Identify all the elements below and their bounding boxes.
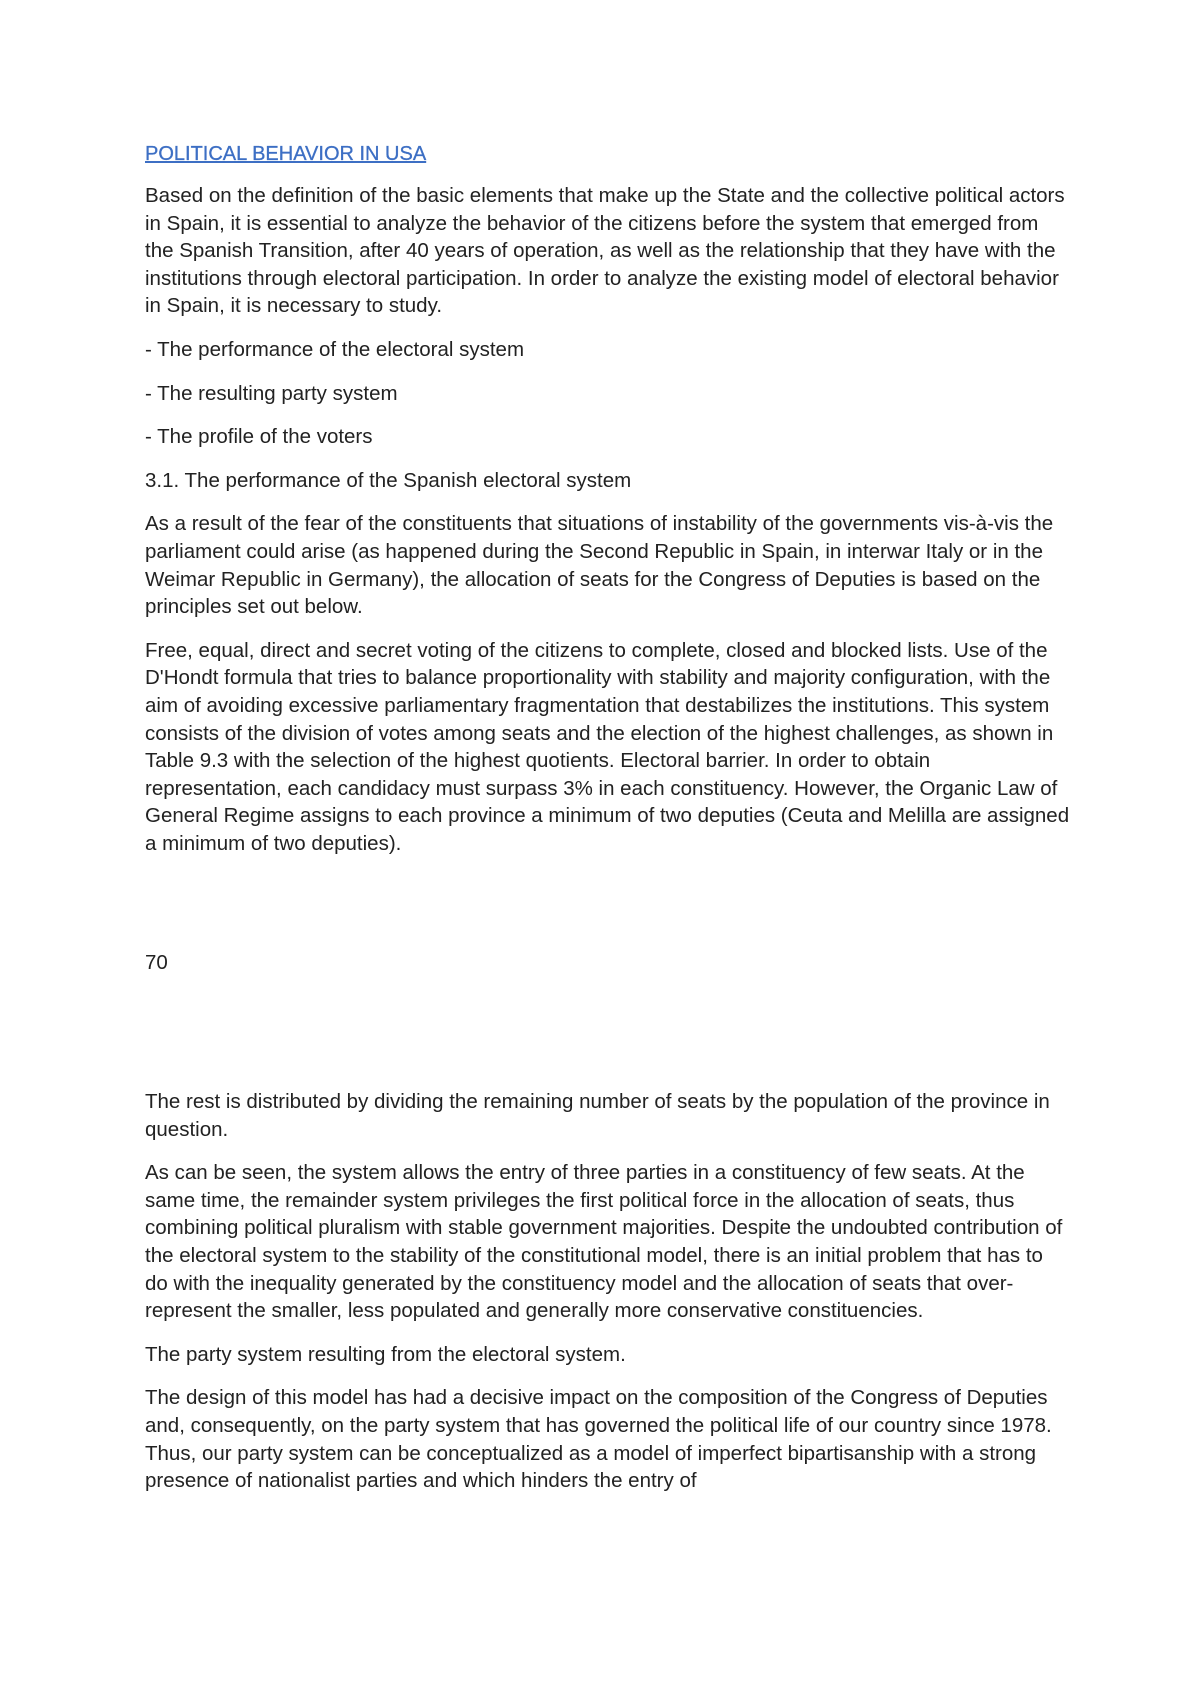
document-page bbox=[145, 142, 1070, 977]
three-parties-paragraph: As can be seen, the system allows the entry of three parties in a constituency of few seats. At the same time, the remainder system privileges the first political force in the allocation of seats, thus combining political pluralism with stable government majorities. Despite the undoubted contribution of the electoral system to the stability of the constitutional model, there is an initial problem that has to do with the inequality generated by the constituency model and the allocation of seats that over-represent the smaller, less populated and generally more conservative constituencies. bbox=[145, 1161, 1063, 1323]
intro-paragraph: Based on the definition of the basic elements that make up the State and the collective political actors in Spain, it is essential to analyze the behavior of the citizens before the system that emerged from the Spanish Transition, after 40 years of operation, as well as the relationship that they have with the institutions through electoral participation. In order to analyze the existing model of electoral behavior in Spain, it is necessary to study. bbox=[145, 184, 1065, 318]
document-title: POLITICAL BEHAVIOR IN USA bbox=[145, 143, 427, 165]
voting-principles-paragraph: Free, equal, direct and secret voting of the citizens to complete, closed and blocked lists. Use of the D'Hondt formula that tries to balance proportionality with stability and majority configuration, with the aim of avoiding excessive parliamentary fragmentation that destabilizes the institutions. This system consists of the division of votes among seats and the election of the highest challenges, as shown in Table 9.3 with the selection of the highest quotients. Electoral barrier. In order to obtain representation, each candidacy must surpass 3% in each constituency. However, the Organic Law of General Regime assigns to each province a minimum of two deputies (Ceuta and Melilla are assigned a minimum of two deputies). bbox=[145, 638, 1070, 855]
party-system-heading: The party system resulting from the electoral system. bbox=[145, 1342, 626, 1366]
section-heading-3-1: 3.1. The performance of the Spanish electoral system bbox=[145, 468, 632, 492]
list-item-voter-profile: - The profile of the voters bbox=[145, 425, 373, 449]
list-item-party-system: - The resulting party system bbox=[145, 381, 398, 405]
seat-distribution-paragraph: The rest is distributed by dividing the remaining number of seats by the population of the province in question. bbox=[145, 1090, 1050, 1141]
constituents-fear-paragraph: As a result of the fear of the constituents that situations of instability of the governments vis-à-vis the parliament could arise (as happened during the Second Republic in Spain, in interwar Italy or in the Weimar Republic in Germany), the allocation of seats for the Congress of Deputies is based on the principles set out below. bbox=[145, 512, 1054, 619]
document-continuation bbox=[145, 1088, 1070, 1511]
page-number: 70 bbox=[145, 951, 168, 975]
list-item-electoral-system: - The performance of the electoral system bbox=[145, 337, 525, 361]
model-design-paragraph: The design of this model has had a decisive impact on the composition of the Congress of Deputies and, consequently, on the party system that has governed the political life of our country since 1978. Thus, our party system can be conceptualized as a model of imperfect bipartisanship with a strong presence of nationalist parties and which hinders the entry of bbox=[145, 1386, 1052, 1493]
